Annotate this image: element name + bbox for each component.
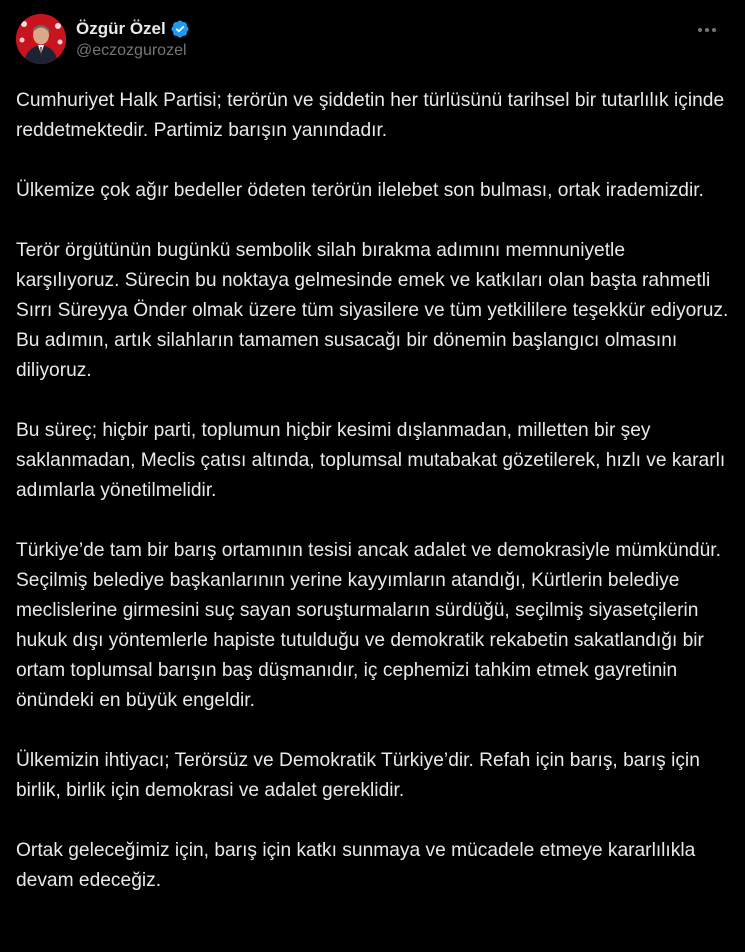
more-options-button[interactable] bbox=[693, 18, 721, 42]
tweet-paragraph: Bu süreç; hiçbir parti, toplumun hiçbir kesimi dışlanmadan, milletten bir şey saklanmadan, Meclis çatısı altında, toplumsal mutabakat gözetilerek, hızlı ve kararlı adımlarla yönetilmelidir. bbox=[16, 420, 726, 501]
name-row bbox=[76, 17, 190, 41]
author-handle[interactable]: @eczozgurozel bbox=[76, 42, 187, 59]
ellipsis-dot-icon bbox=[712, 28, 716, 32]
tweet-paragraph: Terör örgütünün bugünkü sembolik silah bırakma adımını memnuniyetle karşılıyoruz. Sürecin bu noktaya gelmesinde emek ve katkıları olan başta rahmetli Sırrı Süreyya Önder olmak üzere tüm siyasilere ve tüm yetkililere teşekkür ediyoruz. Bu adımın, artık silahların tamamen susacağı bir dönemin başlangıcı olmasını diliyoruz. bbox=[16, 240, 729, 381]
tweet-paragraph: Cumhuriyet Halk Partisi; terörün ve şiddetin her türlüsünü tarihsel bir tutarlılık içinde reddetmektedir. Partimiz barışın yanındadır. bbox=[16, 90, 725, 141]
tweet-header bbox=[16, 14, 729, 70]
tweet-paragraph: Türkiye’de tam bir barış ortamının tesisi ancak adalet ve demokrasiyle mümkündür. Seçilmiş belediye başkanlarının yerine kayyımların atandığı, Kürtlerin belediye meclislerine girmesini suç sayan soruşturmaların sürdüğü, seçilmiş siyasetçilerin hukuk dışı yöntemlerle hapiste tutulduğu ve demokratik rekabetin sakatlandığı bir ortam toplumsal barışın baş düşmanıdır, iç cephemizi tahkim etmek gayretinin önündeki en büyük engeldir. bbox=[16, 540, 721, 711]
author-names bbox=[76, 17, 190, 60]
avatar[interactable] bbox=[16, 14, 66, 64]
tweet-paragraph: Ülkemizin ihtiyacı; Terörsüz ve Demokratik Türkiye’dir. Refah için barış, barış için birlik, birlik için demokrasi ve adalet gereklidir. bbox=[16, 750, 700, 801]
verified-badge-icon[interactable] bbox=[170, 19, 190, 39]
author-display-name[interactable]: Özgür Özel bbox=[76, 19, 166, 38]
ellipsis-dot-icon bbox=[698, 28, 702, 32]
ellipsis-dot-icon bbox=[705, 28, 709, 32]
tweet-paragraph: Ülkemize çok ağır bedeller ödeten terörün ilelebet son bulması, ortak irademizdir. bbox=[16, 180, 704, 201]
tweet-text bbox=[16, 86, 731, 896]
tweet-paragraph: Ortak geleceğimiz için, barış için katkı sunmaya ve mücadele etmeye kararlılıkla devam edeceğiz. bbox=[16, 840, 696, 891]
